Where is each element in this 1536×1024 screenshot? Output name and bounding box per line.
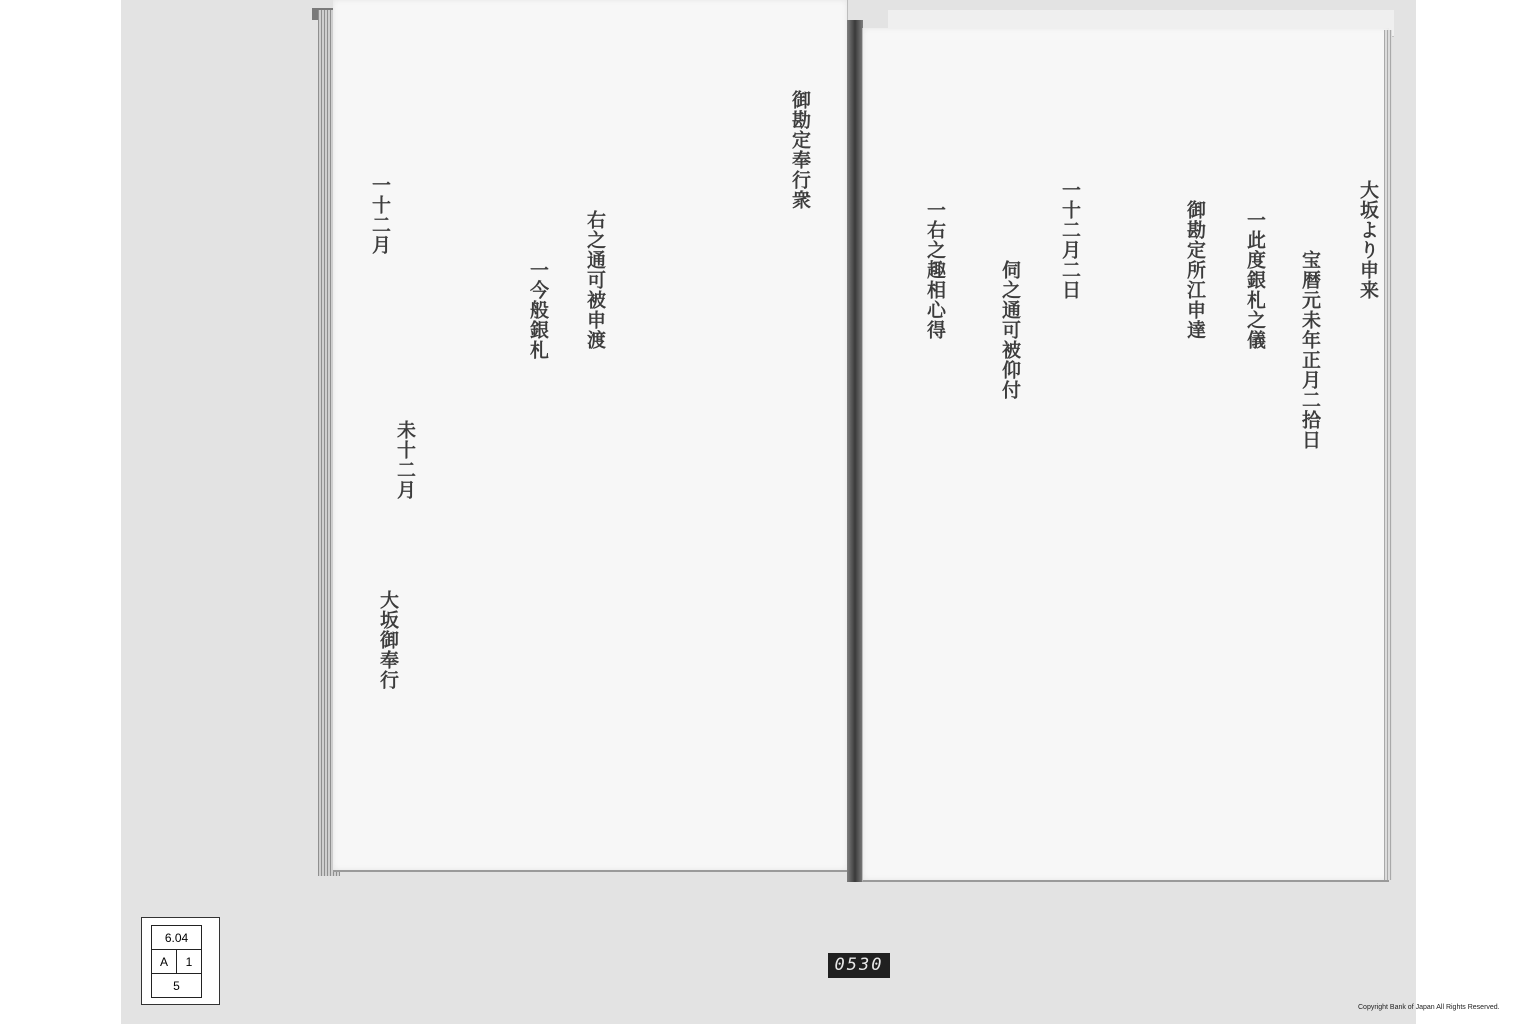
right-script-column: 大坂より申来 [1357, 180, 1379, 300]
frame-number-label: 0530 [828, 953, 890, 978]
copyright-notice: Copyright Bank of Japan All Rights Reserved. [1358, 1004, 1500, 1011]
right-script-column: 一右之趣相心得 [924, 200, 946, 340]
reference-label-card [141, 917, 220, 1005]
left-script-column: 一今般銀札 [527, 260, 549, 360]
reference-item-cell: 5 [152, 974, 202, 998]
left-script-column: 一十二月 [369, 175, 391, 255]
right-script-column: 伺之通可被仰付 [999, 260, 1021, 400]
reference-volume-cell: 1 [177, 950, 202, 974]
reference-code-cell: 6.04 [152, 926, 202, 950]
right-script-column: 宝暦元未年正月二拾日 [1299, 250, 1321, 450]
right-script-column: 御勘定所江申達 [1184, 200, 1206, 340]
right-script-column: 一十二月二日 [1059, 180, 1081, 300]
left-script-column: 未十二月 [394, 420, 416, 500]
left-script-column: 右之通可被申渡 [584, 210, 606, 350]
right-script-column: 一此度銀札之儀 [1244, 210, 1266, 350]
right-page [862, 28, 1389, 882]
book-spine [847, 20, 863, 882]
reference-label-table [151, 925, 202, 998]
reference-series-cell: A [152, 950, 177, 974]
left-script-column: 大坂御奉行 [377, 590, 399, 690]
left-script-column: 御勘定奉行衆 [789, 90, 811, 210]
right-page-stack [1384, 30, 1392, 880]
